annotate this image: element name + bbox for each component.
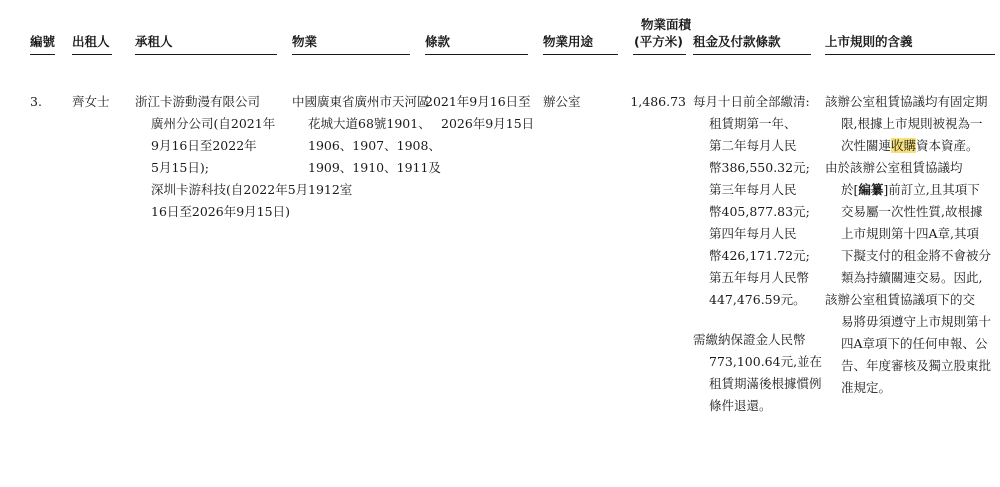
header-underline: [135, 54, 277, 55]
row-implication: [825, 91, 991, 399]
implication-line: 交易屬一次性性質,故根據: [841, 204, 983, 219]
property-line: 中國廣東省廣州市天河區: [292, 94, 430, 109]
header-area-line1: 物業面積: [641, 17, 692, 32]
header-no: 編號: [30, 34, 56, 49]
rent-line: 租賃期第一年、: [709, 116, 797, 131]
implication-line: 易將毋須遵守上市規則第十: [841, 314, 992, 329]
rent-line: 幣426,171.72元;: [709, 248, 810, 263]
property-line: 1906、1907、1908、: [308, 138, 441, 153]
header-implication: 上市規則的含義: [825, 34, 913, 49]
implication-text: 次性關連: [841, 138, 892, 153]
implication-line: 上市規則第十四A章,其項: [841, 226, 980, 241]
implication-line: 四A章項下的任何申報、公: [841, 336, 988, 351]
rent-line: 第三年每月人民: [709, 182, 797, 197]
header-lessee: 承租人: [135, 34, 173, 49]
lessee-line: 9月16日至2022年: [151, 138, 257, 153]
lessee-line: 廣州分公司(自2021年: [151, 116, 276, 131]
header-lessor: 出租人: [72, 34, 110, 49]
lessee-line: 16日至2026年9月15日): [151, 204, 290, 219]
row-number: 3.: [30, 94, 42, 109]
rent-line: 第五年每月人民幣: [709, 270, 810, 285]
header-underline: [292, 54, 410, 55]
rent-line: 每月十日前全部繳清:: [693, 94, 810, 109]
header-rent: 租金及付款條款: [693, 34, 781, 49]
header-terms: 條款: [425, 34, 451, 49]
row-lessor: 齊女士: [72, 94, 110, 109]
deposit-line: 租賃期滿後根據慣例: [709, 376, 822, 391]
row-terms: [425, 91, 534, 135]
row-rent: [693, 91, 822, 417]
terms-line: 2026年9月15日: [441, 116, 535, 131]
lessee-line: 深圳卡游科技(自2022年5月: [151, 182, 309, 197]
highlighted-term: 收購: [891, 138, 917, 153]
header-underline: [693, 54, 811, 55]
deposit-line: 773,100.64元,並在: [709, 354, 823, 369]
implication-line: 該辦公室租賃協議均有固定期: [825, 94, 988, 109]
deposit-line: 需繳納保證金人民幣: [693, 332, 806, 347]
implication-line: 類為持續關連交易。因此,: [841, 270, 983, 285]
implication-text: 資本資產。: [916, 138, 979, 153]
deposit-block: [693, 329, 822, 417]
implication-line: [825, 179, 991, 201]
header-area-line2: (平方米): [634, 34, 683, 49]
lessee-line: 浙江卡游動漫有限公司: [135, 94, 261, 109]
header-underline: [633, 54, 686, 55]
rent-line: 幣386,550.32元;: [709, 160, 810, 175]
header-underline: [425, 54, 528, 55]
rent-line: 447,476.59元。: [709, 292, 806, 307]
header-underline: [30, 54, 55, 55]
terms-line: 2021年9月16日至: [425, 94, 531, 109]
property-line: 1912室: [308, 182, 353, 197]
implication-line: 該辦公室租賃協議項下的交: [825, 292, 976, 307]
row-area: 1,486.73: [630, 94, 686, 109]
rent-line: 第四年每月人民: [709, 226, 797, 241]
header-underline: [543, 54, 618, 55]
header-underline: [825, 54, 995, 55]
implication-text: ]前訂立,且其項下: [883, 182, 980, 197]
row-lessee: [135, 91, 308, 223]
implication-text: 於[: [841, 182, 859, 197]
property-line: 花城大道68號1901、: [308, 116, 431, 131]
lessee-line: 5月15日);: [151, 160, 209, 175]
row-use: 辦公室: [543, 94, 581, 109]
implication-line: 告、年度審核及獨立股東批: [841, 358, 992, 373]
deposit-line: 條件退還。: [709, 398, 772, 413]
row-property: [292, 91, 441, 201]
implication-line: 由於該辦公室租賃協議均: [825, 160, 963, 175]
implication-line: [825, 135, 991, 157]
rent-line: 幣405,877.83元;: [709, 204, 810, 219]
implication-line: 准規定。: [841, 380, 892, 395]
implication-line: 下擬支付的租金將不會被分: [841, 248, 992, 263]
header-use: 物業用途: [543, 34, 594, 49]
property-line: 1909、1910、1911及: [308, 160, 441, 175]
redacted-term: 編纂: [858, 182, 884, 197]
rent-line: 第二年每月人民: [709, 138, 797, 153]
implication-line: 限,根據上市規則被視為一: [841, 116, 983, 131]
header-property: 物業: [292, 34, 318, 49]
header-underline: [72, 54, 112, 55]
